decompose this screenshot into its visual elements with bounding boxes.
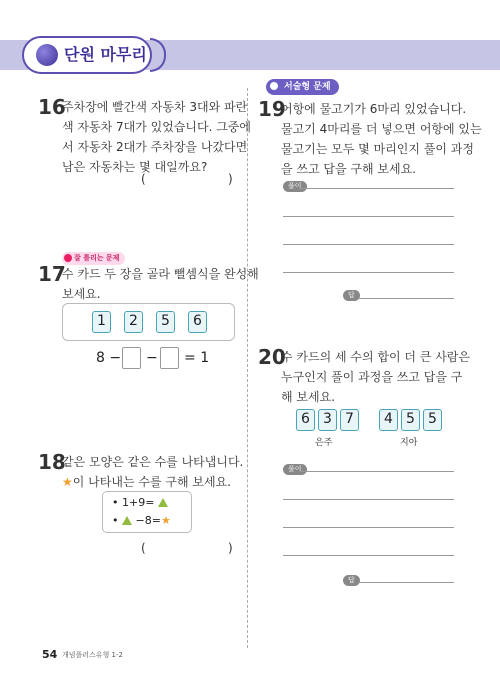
descriptive-question-tag: 서술형 문제	[266, 79, 339, 95]
header-bullet-icon	[36, 44, 58, 66]
person-name-eunju: 은주	[315, 438, 333, 448]
answer-label: 답	[343, 575, 360, 586]
number-card: 3	[318, 409, 337, 431]
question-17-number: 17	[38, 262, 66, 286]
q18-answer-close: )	[228, 541, 233, 555]
solution-line[interactable]	[300, 471, 454, 472]
question-19-number: 19	[258, 97, 286, 121]
question-18-text: 같은 모양은 같은 수를 나타냅니다. ★이 나타내는 수를 구해 보세요.	[62, 455, 244, 489]
number-card: 5	[401, 409, 420, 431]
number-card: 5	[156, 311, 175, 333]
star-icon: ★	[62, 475, 73, 489]
solution-label: 풀이	[283, 464, 307, 475]
chip-dot-icon	[64, 254, 72, 262]
answer-line[interactable]	[358, 298, 454, 299]
answer-label: 답	[343, 290, 360, 301]
q17-minus-2: −	[146, 350, 158, 366]
number-card: 6	[188, 311, 207, 333]
number-card: 2	[124, 311, 143, 333]
q16-answer-close: )	[228, 172, 233, 186]
triangle-icon	[122, 516, 132, 525]
unit-title: 단원 마무리	[64, 45, 147, 64]
number-card: 1	[92, 311, 111, 333]
star-icon: ★	[160, 514, 171, 527]
q17-equals: = 1	[184, 350, 210, 366]
number-card: 6	[296, 409, 315, 431]
frequent-mistake-chip: 잘 틀리는 문제	[62, 252, 125, 265]
solution-line[interactable]	[283, 499, 454, 500]
question-19-text: 어항에 물고기가 6마리 있었습니다. 물고기 4마리를 더 넣으면 어항에 있는 물고기는 모두 몇 마리인지 풀이 과정 을 쓰고 답을 구해 보세요.	[281, 102, 482, 176]
solution-line[interactable]	[300, 188, 454, 189]
question-17-text: 수 카드 두 장을 골라 뺄셈식을 완성해 보세요.	[62, 267, 259, 301]
question-18-number: 18	[38, 450, 66, 474]
q17-equation: 8 −	[96, 350, 122, 366]
q16-answer-open: (	[141, 172, 146, 186]
triangle-icon	[158, 498, 168, 507]
question-16-number: 16	[38, 95, 66, 119]
person-name-jia: 지아	[400, 438, 418, 448]
card-panel	[62, 303, 235, 341]
q16-answer-input[interactable]	[150, 168, 224, 188]
question-16-text: 주차장에 빨간색 자동차 3대와 파란 색 자동차 7대가 있었습니다. 그중에 서 자동차 2대가 주차장을 나갔다면 남은 자동차는 몇 대일까요?	[62, 100, 251, 174]
solution-label: 풀이	[283, 181, 307, 192]
solution-line[interactable]	[283, 555, 454, 556]
number-card: 5	[423, 409, 442, 431]
q18-answer-open: (	[141, 541, 146, 555]
question-20-text: 수 카드의 세 수의 합이 더 큰 사람은 누구인지 풀이 과정을 쓰고 답을 구 해 보세요.	[281, 350, 470, 404]
solution-line[interactable]	[283, 272, 454, 273]
q18-answer-input[interactable]	[150, 537, 224, 557]
solution-line[interactable]	[283, 527, 454, 528]
q17-blank-1[interactable]	[122, 347, 141, 369]
solution-line[interactable]	[283, 216, 454, 217]
number-card: 7	[340, 409, 359, 431]
q18-equation-2: • −8=★	[112, 514, 171, 527]
solution-line[interactable]	[283, 244, 454, 245]
tag-dot-icon	[268, 80, 280, 92]
number-card: 4	[379, 409, 398, 431]
q17-blank-2[interactable]	[160, 347, 179, 369]
question-20-number: 20	[258, 345, 286, 369]
page-number: 54	[42, 648, 58, 661]
book-title: 개념플러스유형 1-2	[62, 651, 123, 659]
q18-equation-1: • 1+9=	[112, 494, 168, 512]
answer-line[interactable]	[358, 582, 454, 583]
